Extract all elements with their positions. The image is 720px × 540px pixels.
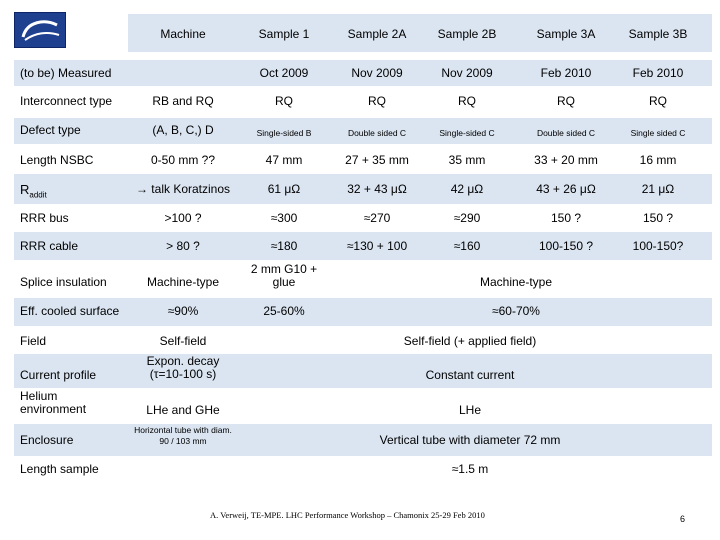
cell-raddit-s1: 61 μΩ bbox=[267, 182, 301, 196]
row-label-splice: Splice insulation bbox=[20, 275, 107, 289]
raddit-symbol: R bbox=[20, 182, 30, 197]
cell-length-nsbc-s3b: 16 mm bbox=[639, 153, 677, 167]
header-sample-2b: Sample 2B bbox=[437, 27, 497, 41]
cell-raddit-s3b: 21 μΩ bbox=[641, 182, 675, 196]
cell-raddit-s2a: 32 + 43 μΩ bbox=[347, 182, 407, 196]
cell-length-sample-rest: ≈1.5 m bbox=[451, 462, 489, 476]
cell-rrr-cable-s2b: ≈160 bbox=[453, 239, 481, 253]
row-band-current bbox=[14, 354, 712, 388]
cell-interconnect-s3b: RQ bbox=[649, 94, 667, 108]
footer-citation: A. Verweij, TE-MPE. LHC Performance Workshop – Chamonix 25-29 Feb 2010 bbox=[210, 510, 485, 520]
cell-length-nsbc-machine: 0-50 mm ?? bbox=[150, 153, 216, 167]
cell-defect-s3b: Single sided C bbox=[630, 128, 686, 138]
cell-interconnect-s2b: RQ bbox=[458, 94, 476, 108]
row-label-current: Current profile bbox=[20, 368, 97, 382]
cell-rrr-bus-s1: ≈300 bbox=[270, 211, 298, 225]
cell-defect-s1: Single-sided B bbox=[256, 128, 312, 138]
cell-measured-s3b: Feb 2010 bbox=[632, 66, 684, 80]
cell-measured-s1: Oct 2009 bbox=[259, 66, 309, 80]
cell-helium-rest: LHe bbox=[458, 403, 482, 417]
cell-rrr-bus-s3b: 150 ? bbox=[642, 211, 674, 225]
page-number: 6 bbox=[680, 514, 686, 524]
cell-interconnect-s1: RQ bbox=[275, 94, 293, 108]
cell-interconnect-s3a: RQ bbox=[557, 94, 575, 108]
cell-rrr-cable-s3a: 100-150 ? bbox=[538, 239, 594, 253]
cell-raddit-s3a: 43 + 26 μΩ bbox=[536, 182, 596, 196]
cell-length-nsbc-s3a: 33 + 20 mm bbox=[534, 153, 598, 167]
header-machine: Machine bbox=[160, 27, 206, 41]
header-band bbox=[128, 14, 712, 52]
cell-cooled-s1: 25-60% bbox=[263, 304, 305, 318]
cell-rrr-bus-s2b: ≈290 bbox=[453, 211, 481, 225]
row-label-interconnect: Interconnect type bbox=[20, 94, 113, 108]
header-sample-1: Sample 1 bbox=[258, 27, 310, 41]
cell-current-rest: Constant current bbox=[425, 368, 515, 382]
cell-splice-machine: Machine-type bbox=[146, 275, 220, 289]
row-label-field: Field bbox=[20, 334, 47, 348]
cell-defect-s2a: Double sided C bbox=[347, 128, 407, 138]
cell-rrr-bus-s2a: ≈270 bbox=[363, 211, 391, 225]
cell-interconnect-s2a: RQ bbox=[368, 94, 386, 108]
cell-enclosure-rest: Vertical tube with diameter 72 mm bbox=[379, 433, 561, 447]
header-sample-2a: Sample 2A bbox=[347, 27, 407, 41]
cell-defect-s3a: Double sided C bbox=[536, 128, 596, 138]
cell-rrr-bus-s3a: 150 ? bbox=[550, 211, 582, 225]
cell-measured-s3a: Feb 2010 bbox=[540, 66, 592, 80]
cell-rrr-cable-s1: ≈180 bbox=[270, 239, 298, 253]
cell-current-machine: Expon. decay (τ=10-100 s) bbox=[146, 354, 220, 381]
cell-splice-s1: 2 mm G10 + glue bbox=[250, 262, 318, 289]
cell-rrr-cable-s2a: ≈130 + 100 bbox=[346, 239, 408, 253]
cell-field-machine: Self-field bbox=[159, 334, 207, 348]
cell-rrr-bus-machine: >100 ? bbox=[164, 211, 202, 225]
row-label-cooled: Eff. cooled surface bbox=[20, 304, 120, 318]
header-sample-3b: Sample 3B bbox=[628, 27, 688, 41]
row-label-defect: Defect type bbox=[20, 123, 81, 137]
row-label-rrr-cable: RRR cable bbox=[20, 239, 79, 253]
cell-helium-machine: LHe and GHe bbox=[146, 403, 220, 417]
cell-measured-s2b: Nov 2009 bbox=[441, 66, 493, 80]
row-label-length-nsbc: Length NSBC bbox=[20, 153, 94, 167]
cell-defect-machine: (A, B, C,) D bbox=[152, 123, 214, 137]
cell-rrr-cable-s3b: 100-150? bbox=[632, 239, 684, 253]
cell-length-nsbc-s2a: 27 + 35 mm bbox=[345, 153, 409, 167]
cern-logo bbox=[14, 12, 66, 48]
cell-rrr-cable-machine: > 80 ? bbox=[166, 239, 200, 253]
cell-interconnect-machine: RB and RQ bbox=[152, 94, 214, 108]
cell-length-nsbc-s2b: 35 mm bbox=[448, 153, 486, 167]
cell-field-rest: Self-field (+ applied field) bbox=[403, 334, 537, 348]
row-label-rrr-bus: RRR bus bbox=[20, 211, 69, 225]
raddit-subscript: addit bbox=[29, 190, 47, 200]
cell-cooled-rest: ≈60-70% bbox=[492, 304, 540, 318]
row-label-raddit bbox=[20, 183, 47, 201]
row-label-enclosure: Enclosure bbox=[20, 433, 74, 447]
cell-raddit-s2b: 42 μΩ bbox=[450, 182, 484, 196]
cell-cooled-machine: ≈90% bbox=[167, 304, 199, 318]
row-label-measured: (to be) Measured bbox=[20, 66, 112, 80]
cell-raddit-machine: → talk Koratzinos bbox=[135, 182, 231, 196]
cell-splice-rest: Machine-type bbox=[479, 275, 553, 289]
row-label-length-sample: Length sample bbox=[20, 462, 99, 476]
cell-enclosure-machine: Horizontal tube with diam. 90 / 103 mm bbox=[134, 425, 232, 446]
row-label-helium: Helium environment bbox=[20, 389, 87, 416]
cell-measured-s2a: Nov 2009 bbox=[351, 66, 403, 80]
cell-defect-s2b: Single-sided C bbox=[439, 128, 495, 138]
header-sample-3a: Sample 3A bbox=[536, 27, 596, 41]
cell-length-nsbc-s1: 47 mm bbox=[265, 153, 303, 167]
row-band-enclosure bbox=[14, 424, 712, 456]
